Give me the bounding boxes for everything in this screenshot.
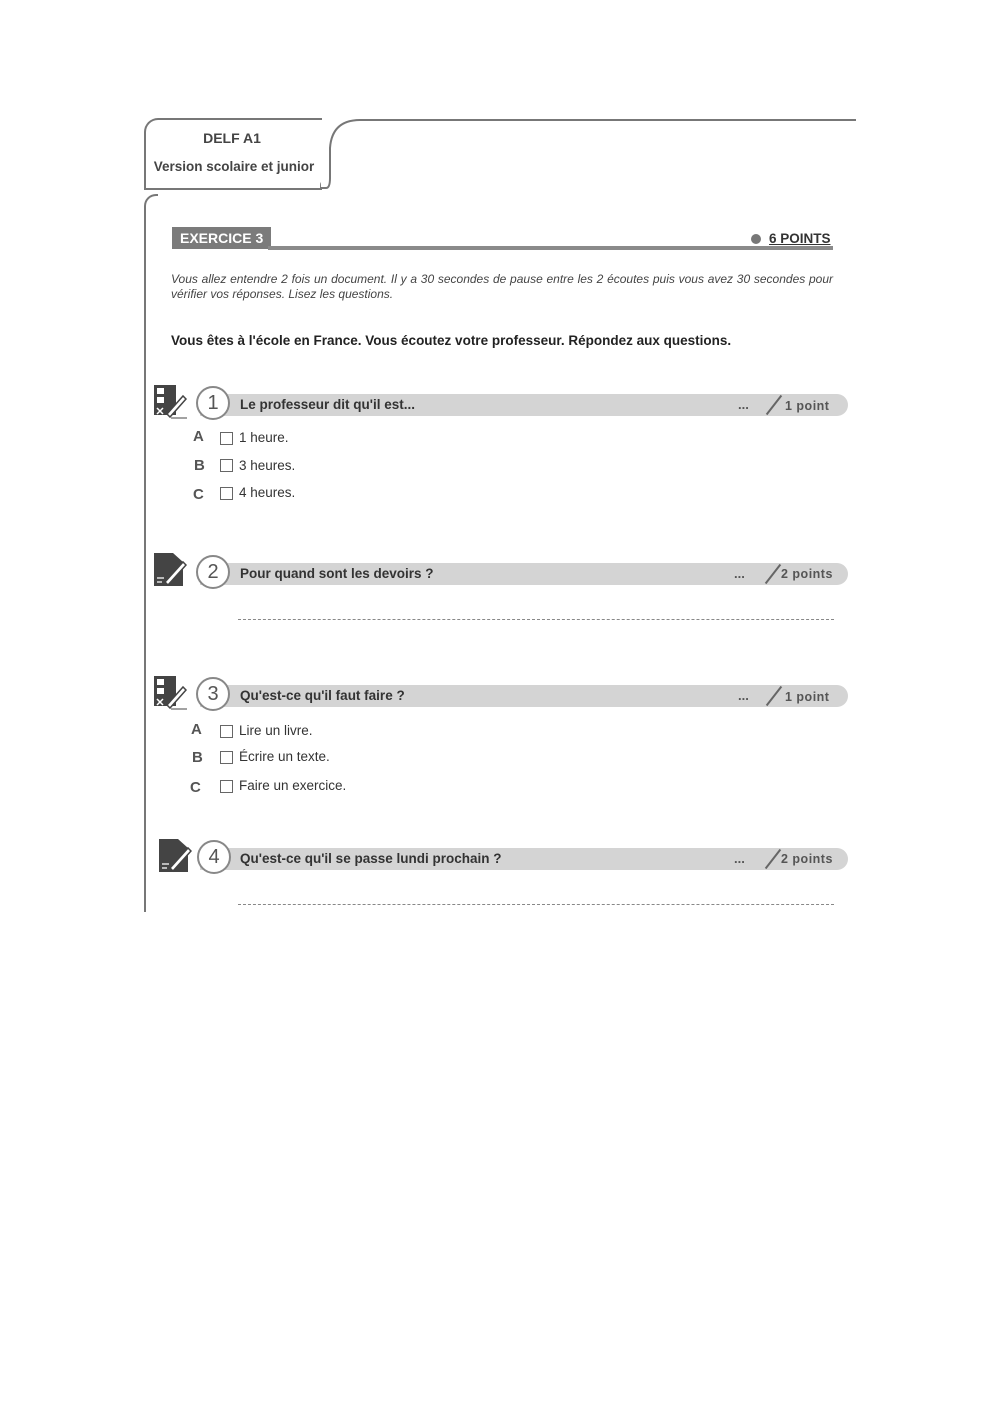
exercise-points: 6 POINTS (769, 231, 831, 246)
question-points: 1 point (785, 399, 830, 413)
question-number: 4 (197, 840, 231, 874)
option-letter: B (192, 749, 203, 766)
score-blank: ... (738, 688, 749, 703)
instructions: Vous allez entendre 2 fois un document. Il y a 30 secondes de pause entre les 2 écoutes puis vous avez 30 secondes pour vérifier vos réponses. Lisez les questions. (171, 272, 833, 301)
context-text: Vous êtes à l'école en France. Vous écoutez votre professeur. Répondez aux questions. (171, 333, 732, 348)
bullet-icon (751, 234, 761, 244)
score-blank: ... (734, 566, 745, 581)
option-letter: A (191, 721, 202, 738)
option-letter: B (194, 457, 205, 474)
writing-pen-icon (158, 838, 192, 874)
exam-title: DELF A1 (203, 130, 261, 146)
option-checkbox[interactable] (220, 751, 233, 764)
option-text: Lire un livre. (239, 723, 313, 738)
option-text: Écrire un texte. (239, 749, 330, 764)
checklist-pen-icon (153, 384, 187, 420)
option-checkbox[interactable] (220, 487, 233, 500)
question-number: 3 (196, 677, 230, 711)
question-text: Le professeur dit qu'il est... (240, 397, 415, 412)
header-tab (144, 118, 322, 190)
writing-pen-icon (153, 552, 187, 588)
option-text: Faire un exercice. (239, 778, 347, 793)
exercise-rule (268, 246, 833, 250)
exam-subtitle: Version scolaire et junior (153, 159, 315, 174)
question-points: 1 point (785, 690, 830, 704)
question-points: 2 points (781, 567, 833, 581)
option-text: 4 heures. (239, 485, 296, 500)
answer-line[interactable] (238, 904, 834, 905)
option-checkbox[interactable] (220, 432, 233, 445)
score-blank: ... (738, 397, 749, 412)
score-blank: ... (734, 851, 745, 866)
option-checkbox[interactable] (220, 725, 233, 738)
option-checkbox[interactable] (220, 780, 233, 793)
option-text: 1 heure. (239, 430, 289, 445)
question-number: 2 (196, 555, 230, 589)
option-text: 3 heures. (239, 458, 296, 473)
option-letter: A (193, 428, 204, 445)
question-text: Pour quand sont les devoirs ? (240, 566, 434, 581)
exercise-label: EXERCICE 3 (172, 227, 271, 249)
option-checkbox[interactable] (220, 459, 233, 472)
option-letter: C (190, 779, 201, 796)
question-text: Qu'est-ce qu'il faut faire ? (240, 688, 405, 703)
question-text: Qu'est-ce qu'il se passe lundi prochain ? (240, 851, 502, 866)
frame-top-curve (320, 118, 856, 190)
question-points: 2 points (781, 852, 833, 866)
option-letter: C (193, 486, 204, 503)
answer-line[interactable] (238, 619, 834, 620)
checklist-pen-icon (153, 675, 187, 711)
question-number: 1 (196, 386, 230, 420)
